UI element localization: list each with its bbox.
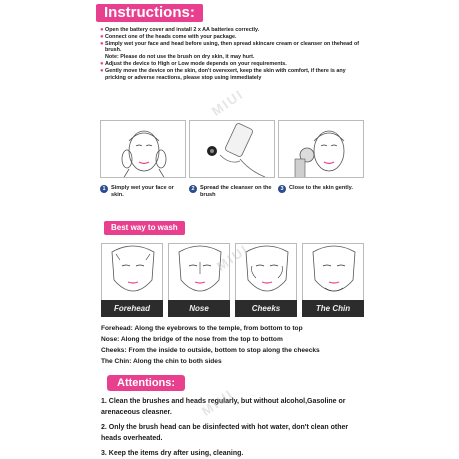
attentions-title: Attentions: (107, 375, 185, 391)
bullet-icon: ● (100, 40, 104, 47)
face-icon (236, 244, 297, 302)
area-label-chin: The Chin (302, 300, 364, 317)
step-note: Note: Please do not use the brush on dry skin, it may hurt. (105, 54, 255, 61)
attention-item: 2. Only the brush head can be disinfected with hot water, don't clean other heads overheated. (101, 424, 349, 442)
face-icon (102, 244, 163, 302)
step-3-illustration (278, 120, 364, 178)
instructions-title: Instructions: (96, 4, 203, 22)
step-item: ● Gently move the device on the skin, don't overexert, keep the skin with comfort, if there is any pricking or adverse reactions, please stop using immediately (100, 67, 346, 81)
brush-on-face-icon (279, 121, 364, 178)
step-2-caption: 2 Spread the cleanser on the brush (189, 185, 275, 199)
step-item: ● Simply wet your face and head before using, then spread skincare cream or cleanser on thehead of brush. (100, 40, 360, 54)
step-item: ● Adjust the device to High or Low mode depends on your requirements. (100, 60, 287, 67)
attentions-list (101, 396, 369, 459)
instruction-steps (100, 27, 364, 81)
step-item: ● Connect one of the heads come with your package. (100, 33, 237, 40)
step-1-illustration (100, 120, 186, 178)
wash-directions (101, 323, 371, 367)
bullet-icon: ● (100, 60, 104, 67)
bullet-icon: ● (100, 27, 104, 33)
wash-line: Nose: Along the bridge of the nose from the top to bottom (101, 336, 283, 343)
step-item: ● Open the battery cover and install 2 x AA batteries correctly. (100, 27, 260, 33)
watermark: MIUI (208, 86, 247, 119)
wash-line: The Chin: Along the chin to both sides (101, 358, 222, 365)
step-3-caption: 3 Close to the skin gently. (278, 185, 364, 193)
area-label-nose: Nose (168, 300, 230, 317)
best-way-title: Best way to wash (104, 221, 185, 235)
attention-item: 1. Clean the brushes and heads regularly, but without alcohol,Gasoline or arenaceous cleasner. (101, 398, 346, 416)
area-label-forehead: Forehead (101, 300, 163, 317)
cleanser-tube-icon (190, 121, 275, 178)
face-icon (303, 244, 364, 302)
step-number-badge: 1 (100, 185, 108, 193)
step-2-illustration (189, 120, 275, 178)
watermark: MIUI (213, 241, 252, 274)
watermark: MIUI (198, 386, 237, 419)
step-number-badge: 2 (189, 185, 197, 193)
face-icon (169, 244, 230, 302)
wash-line: Forehead: Along the eyebrows to the temple, from bottom to top (101, 325, 303, 332)
face-washing-icon (101, 121, 186, 178)
bullet-icon: ● (100, 33, 104, 40)
area-label-cheeks: Cheeks (235, 300, 297, 317)
wash-line: Cheeks: From the inside to outside, bottom to stop along the cheecks (101, 347, 320, 354)
step-1-caption: 1 Simply wet your face or skin. (100, 185, 186, 199)
step-number-badge: 3 (278, 185, 286, 193)
attention-item: 3. Keep the items dry after using, cleaning. (101, 450, 244, 457)
bullet-icon: ● (100, 67, 104, 74)
